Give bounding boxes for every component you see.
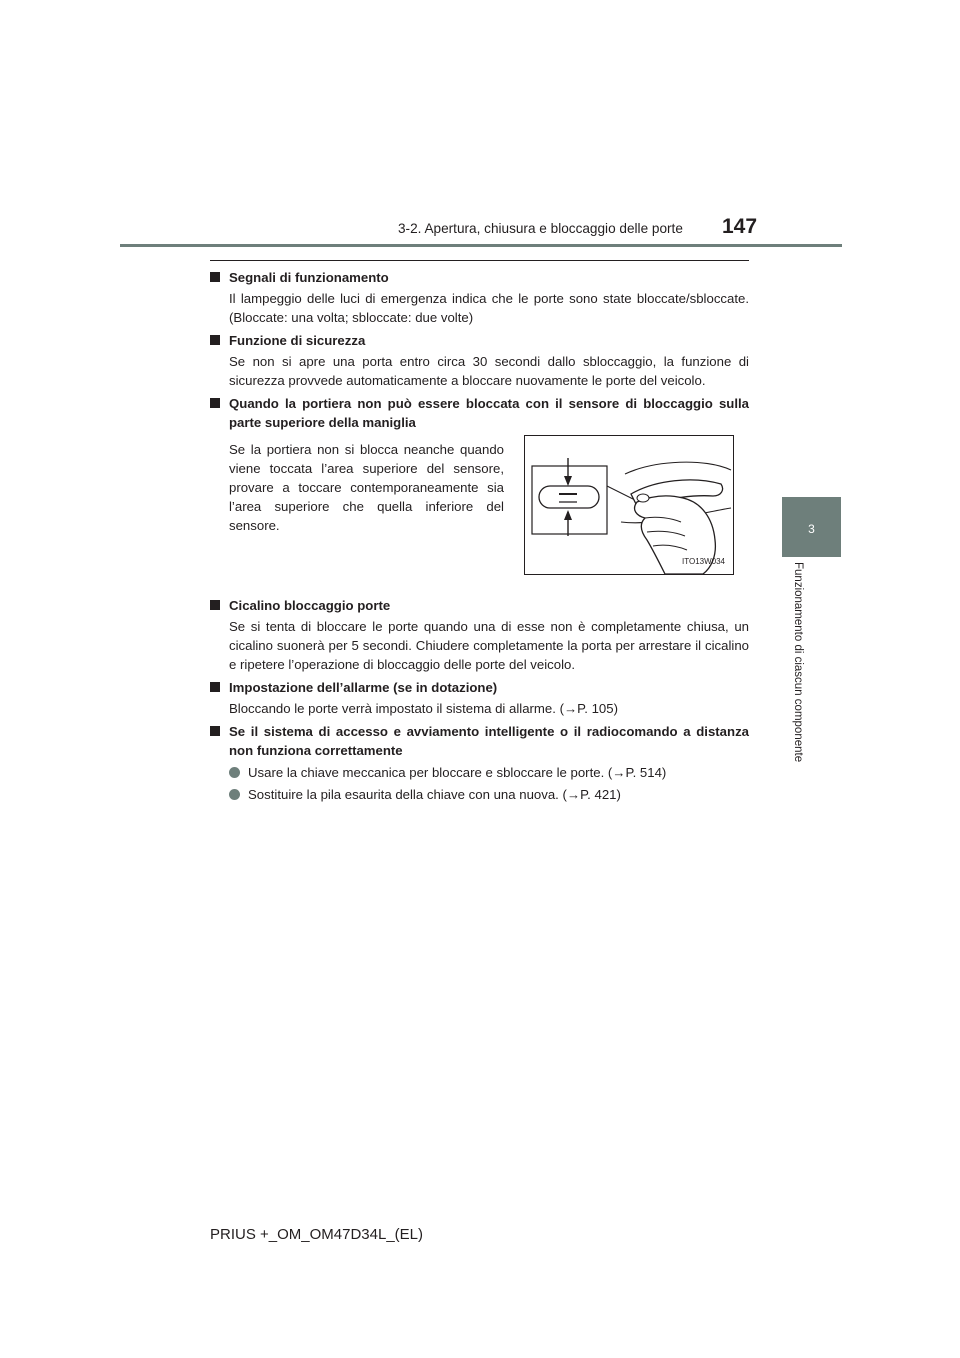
section-heading xyxy=(210,268,749,287)
square-bullet-icon xyxy=(210,726,220,736)
content-top-rule xyxy=(210,260,749,261)
page-content xyxy=(210,268,749,808)
section-heading xyxy=(210,596,749,615)
square-bullet-icon xyxy=(210,398,220,408)
header-rule xyxy=(120,244,842,247)
square-bullet-icon xyxy=(210,335,220,345)
figure-code: ITO13W034 xyxy=(682,557,725,566)
section-accesso xyxy=(210,722,749,804)
section-body: Bloccando le porte verrà impostato il sistema di allarme. (→P. 105) xyxy=(229,701,618,716)
section-heading xyxy=(210,331,749,350)
section-heading xyxy=(210,678,749,697)
section-allarme xyxy=(210,678,749,718)
section-body: Se non si apre una porta entro circa 30 secondi dallo sbloccaggio, la funzione di sicurezza provvede automaticamente a bloccare nuovamente le porte del veicolo. xyxy=(229,354,749,388)
section-segnali xyxy=(210,268,749,327)
square-bullet-icon xyxy=(210,600,220,610)
section-title: Se il sistema di accesso e avviamento intelligente o il radiocomando a distanza non funziona correttamente xyxy=(229,724,749,758)
list-item xyxy=(210,763,749,782)
section-heading xyxy=(210,722,749,760)
square-bullet-icon xyxy=(210,272,220,282)
section-title: Cicalino bloccaggio porte xyxy=(229,598,391,613)
square-bullet-icon xyxy=(210,682,220,692)
section-title: Funzione di sicurezza xyxy=(229,333,366,348)
list-item xyxy=(210,785,749,804)
page-number: 147 xyxy=(722,215,758,238)
round-bullet-icon xyxy=(229,767,240,778)
section-sensore xyxy=(210,394,749,592)
list-item-text: Usare la chiave meccanica per bloccare e sbloccare le porte. (→P. 514) xyxy=(248,765,667,780)
section-body: Se si tenta di bloccare le porte quando una di esse non è completamente chiusa, un cicalino suonerà per 5 secondi. Chiudere completamente la porta per arrestare il cicalino e ripetere l’operazione di bloccaggio delle porte del veicolo. xyxy=(229,619,749,672)
chapter-side-title: Funzionamento di ciascun componente xyxy=(792,562,804,763)
footer-model-code: PRIUS +_OM_OM47D34L_(EL) xyxy=(210,1226,424,1243)
figure-block xyxy=(210,432,749,592)
door-handle-illustration xyxy=(524,435,734,575)
section-title: Impostazione dell’allarme (se in dotazione) xyxy=(229,680,498,695)
section-body: Se la portiera non si blocca neanche quando viene toccata l’area superiore del sensore, provare a toccare contemporaneamente sia l’area superiore che quella inferiore del sensore. xyxy=(229,442,504,533)
section-title: Quando la portiera non può essere bloccata con il sensore di bloccaggio sulla parte superiore della maniglia xyxy=(229,396,749,430)
section-sicurezza xyxy=(210,331,749,390)
section-body: Il lampeggio delle luci di emergenza indica che le porte sono state bloccate/sbloccate. (Bloccate: una volta; sbloccate: due volte) xyxy=(229,291,749,325)
round-bullet-icon xyxy=(229,789,240,800)
chapter-tab-number: 3 xyxy=(808,522,815,536)
section-cicalino xyxy=(210,596,749,674)
section-title: Segnali di funzionamento xyxy=(229,270,389,285)
list-item-text: Sostituire la pila esaurita della chiave con una nuova. (→P. 421) xyxy=(248,787,621,802)
running-header-section: 3-2. Apertura, chiusura e bloccaggio delle porte xyxy=(398,221,683,236)
section-heading xyxy=(210,394,749,432)
